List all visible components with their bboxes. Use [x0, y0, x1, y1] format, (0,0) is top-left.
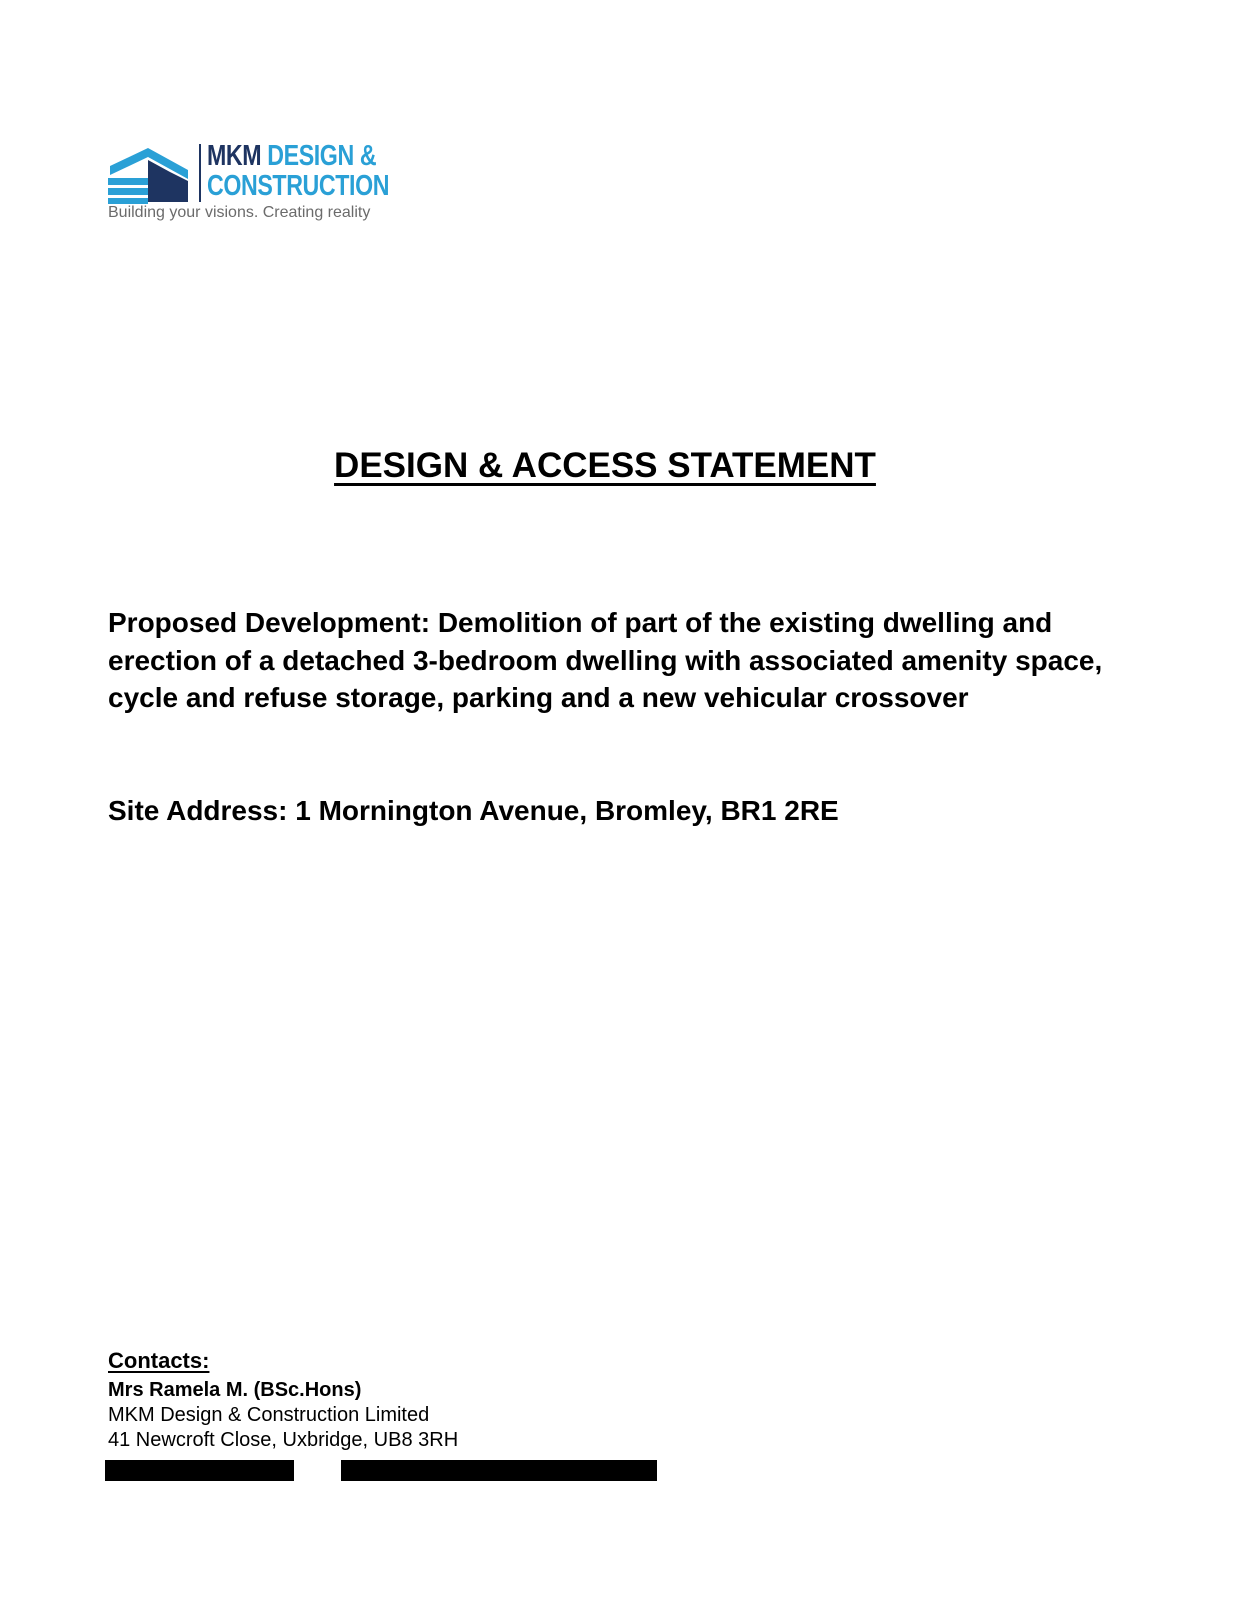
- logo-name-line1: [207, 140, 376, 173]
- logo-name-line2: CONSTRUCTION: [207, 170, 390, 202]
- logo-mkm: MKM: [207, 140, 262, 172]
- contacts-heading: Contacts:: [108, 1348, 210, 1373]
- building-logo-icon: [108, 148, 190, 204]
- proposed-development: Proposed Development: Demolition of part of the existing dwelling and erection of a detached 3-bedroom dwelling with associated amenity space, cycle and refuse storage, parking and a new vehicular crossover: [108, 607, 1103, 713]
- redaction-bar: [341, 1460, 657, 1481]
- company-logo: [108, 142, 408, 228]
- document-title: [0, 446, 1210, 486]
- document-title-text: DESIGN & ACCESS STATEMENT: [334, 446, 876, 485]
- site-address: Site Address: 1 Mornington Avenue, Bromley, BR1 2RE: [108, 795, 839, 826]
- logo-tagline: Building your visions. Creating reality: [108, 204, 371, 221]
- contact-name: Mrs Ramela M. (BSc.Hons): [108, 1379, 362, 1401]
- redaction-bar: [105, 1460, 294, 1481]
- logo-design: DESIGN &: [267, 140, 377, 172]
- contact-address: 41 Newcroft Close, Uxbridge, UB8 3RH: [108, 1429, 459, 1451]
- contact-company: MKM Design & Construction Limited: [108, 1404, 430, 1426]
- logo-divider: [199, 144, 201, 202]
